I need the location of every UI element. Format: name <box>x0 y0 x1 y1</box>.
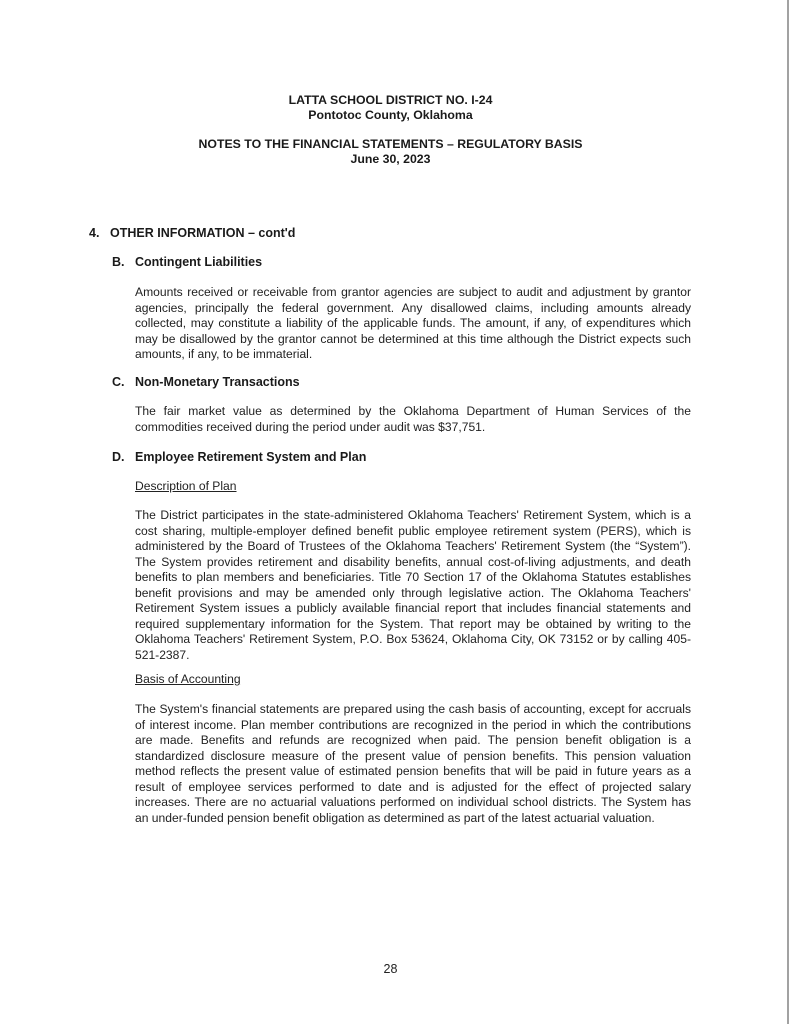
section-title: OTHER INFORMATION – cont'd <box>110 226 296 240</box>
description-of-plan-paragraph: The District participates in the state-administered Oklahoma Teachers' Retirement System, which is a cost sharing, multiple-employer defined benefit public employee retirement system (PERS), which is administered by the Board of Trustees of the Oklahoma Teachers' Retirement System (the “System”). The System provides retirement and disability benefits, annual cost-of-living adjustments, and death benefits to plan members and beneficiaries. Title 70 Section 17 of the Oklahoma Statutes establishes benefit provisions and may be amended only through legislative action. The Oklahoma Teachers' Retirement System issues a publicly available financial report that includes financial statements and required supplementary information for the System. That report may be obtained by writing to the Oklahoma Teachers' Retirement System, P.O. Box 53624, Oklahoma City, OK 73152 or by calling 405-521-2387. <box>135 508 691 662</box>
subsection-heading-contingent <box>112 255 262 270</box>
county-name: Pontotoc County, Oklahoma <box>308 108 473 122</box>
district-name: LATTA SCHOOL DISTRICT NO. I-24 <box>288 93 493 107</box>
section-heading <box>89 226 295 241</box>
basis-of-accounting-heading: Basis of Accounting <box>135 672 241 686</box>
subsection-letter: B. <box>112 255 125 269</box>
section-number: 4. <box>89 226 100 240</box>
report-header <box>0 93 781 123</box>
subsection-title: Non-Monetary Transactions <box>135 375 300 389</box>
subsection-title: Employee Retirement System and Plan <box>135 450 367 464</box>
contingent-paragraph: Amounts received or receivable from grantor agencies are subject to audit and adjustment by grantor agencies, principally the federal government. Any disallowed claims, including amounts already collected, may constitute a liability of the applicable funds. The amount, if any, of expenditures which may be disallowed by the grantor cannot be determined at this time although the District expects such amounts, if any, to be immaterial. <box>135 285 691 361</box>
page-edge-line <box>787 0 789 1024</box>
notes-header <box>0 137 781 167</box>
basis-of-accounting-paragraph: The System's financial statements are prepared using the cash basis of accounting, except for accruals of interest income. Plan member contributions are recognized in the period in which the contributions are made. Benefits and refunds are recognized when paid. The pension benefit obligation is a standardized disclosure measure of the present value of pension benefits. This pension valuation method reflects the present value of estimated pension benefits that will be paid in future years as a result of employee services performed to date and is adjusted for the effect of projected salary increases. There are no actuarial valuations performed on individual school districts. The System has an under-funded pension benefit obligation as determined as part of the latest actuarial valuation. <box>135 702 691 825</box>
notes-title: NOTES TO THE FINANCIAL STATEMENTS – REGULATORY BASIS <box>198 137 583 151</box>
subsection-letter: D. <box>112 450 125 464</box>
subsection-title: Contingent Liabilities <box>135 255 263 269</box>
page-number: 28 <box>383 962 398 976</box>
subsection-heading-non-monetary <box>112 375 300 390</box>
non-monetary-paragraph: The fair market value as determined by the Oklahoma Department of Human Services of the commodities received during the period under audit was $37,751. <box>135 404 691 434</box>
subsection-heading-retirement <box>112 450 366 465</box>
statement-date: June 30, 2023 <box>350 152 431 166</box>
subsection-letter: C. <box>112 375 125 389</box>
description-of-plan-heading: Description of Plan <box>135 479 237 493</box>
